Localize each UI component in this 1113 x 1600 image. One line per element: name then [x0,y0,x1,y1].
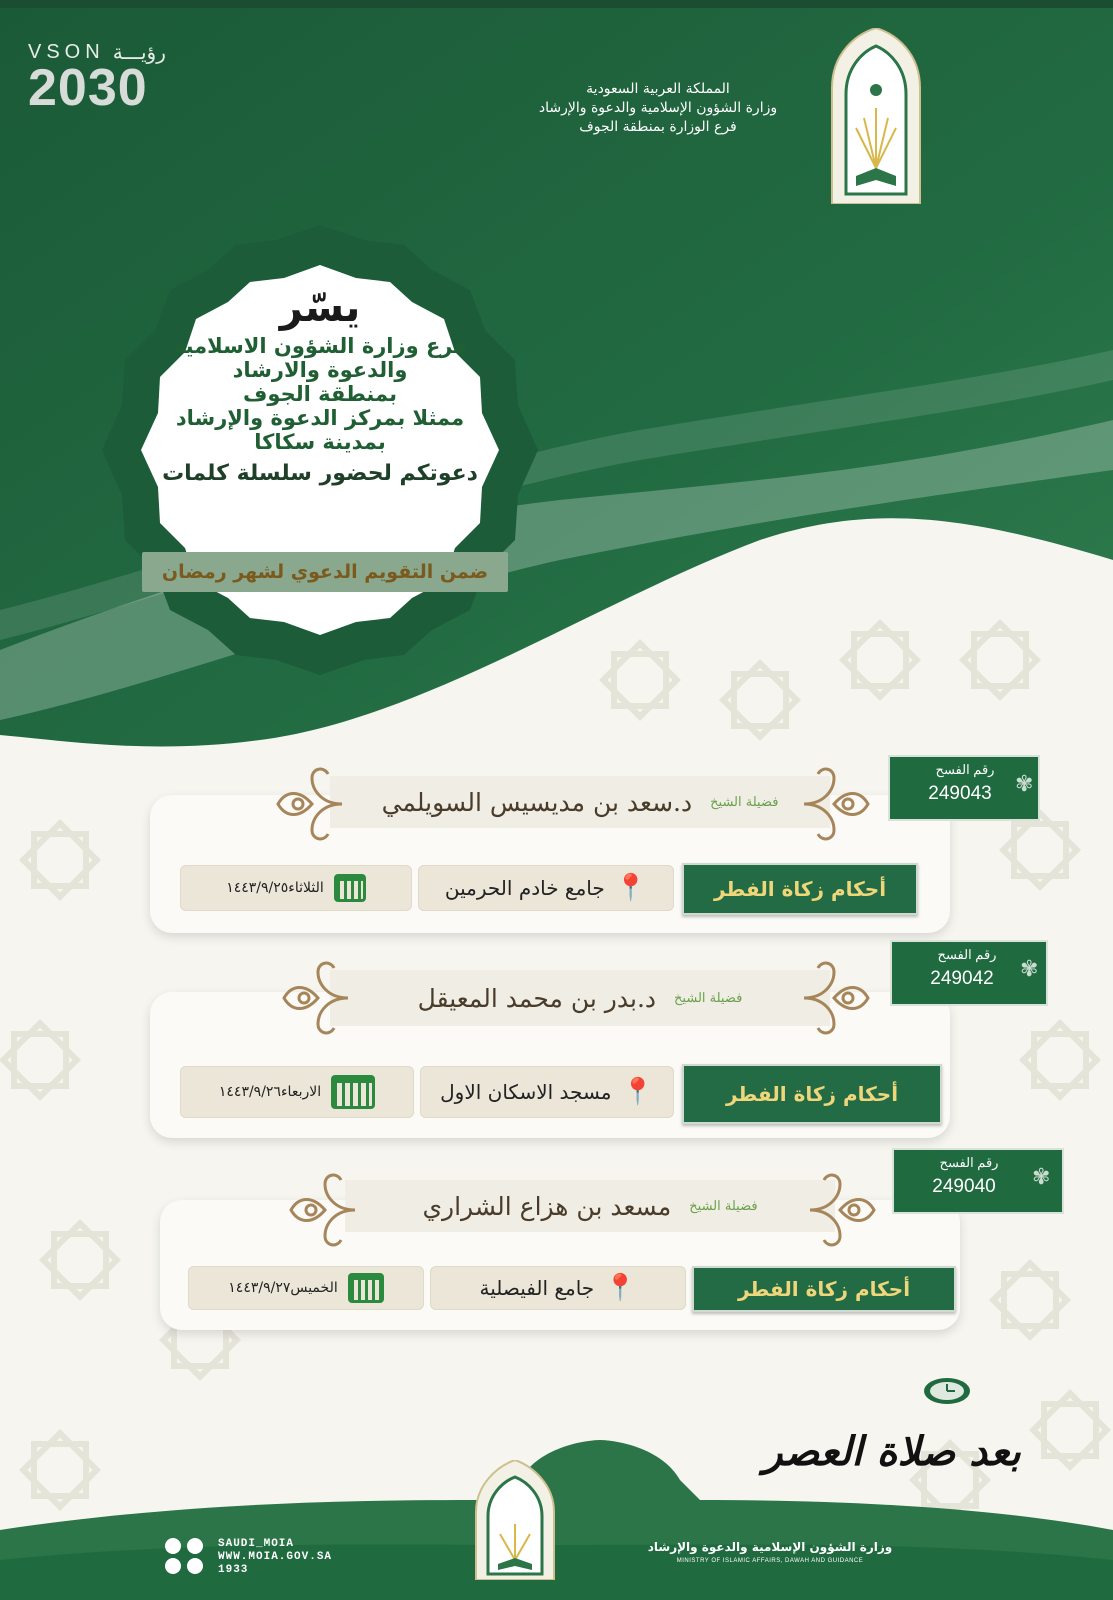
footer-ministry-ar: وزارة الشؤون الإسلامية والدعوة والإرشاد [647,1540,893,1554]
website-link[interactable]: WWW.MOIA.GOV.SA [218,1551,333,1563]
license-label: رقم الفسح [939,1155,999,1170]
honorific: فضيلة الشيخ [674,990,743,1006]
calendar-icon [348,1273,384,1303]
twitter-icon[interactable] [165,1538,181,1554]
sheikh-name: د.بدر بن محمد المعيقل [417,983,657,1013]
date-text: الخميس١٤٤٣/٩/٢٧ [228,1280,338,1296]
ornament-right-icon [800,760,874,848]
ministry-header-text [508,80,808,137]
map-pin-icon: 📍 [614,873,648,903]
footer-ministry-en: MINISTRY OF ISLAMIC AFFAIRS, DAWAH AND GUIDANCE [676,1558,864,1564]
instagram-icon[interactable] [187,1538,203,1554]
ornament-left-icon [272,760,346,848]
youtube-icon[interactable] [165,1558,181,1574]
map-pin-icon: 📍 [621,1077,654,1107]
invite-line-6: بمدينة سكاكا [254,430,386,454]
footer-contact [218,1538,378,1577]
invite-line-2: فرع وزارة الشؤون الاسلاميه [172,334,468,358]
country-name: المملكة العربية السعودية [586,81,730,97]
footer-logo [470,1460,560,1580]
calendar-icon [331,1075,375,1109]
license-box [890,940,1048,1006]
license-ornament-icon: ✾ [1032,1164,1051,1189]
location-name: جامع خادم الحرمين [444,876,605,900]
vision-label-ar: رؤيـــة [112,40,166,64]
prayer-time-text: بعد صلاة العصر [763,1428,1021,1475]
date-text: الاربعاء١٤٤٣/٩/٢٦ [218,1084,322,1100]
ornament-left-icon [278,954,352,1042]
license-ornament-icon: ✾ [1020,956,1039,981]
vision-label: VSON [28,40,105,63]
license-box [888,755,1040,821]
license-ornament-icon: ✾ [1015,771,1034,796]
license-number: 249043 [928,783,992,804]
ramadan-banner: ضمن التقويم الدعوي لشهر رمضان [142,552,508,592]
ornament-left-icon [285,1166,359,1254]
topic-badge: أحكام زكاة الفطر [682,1064,942,1124]
ornament-right-icon [800,954,874,1042]
sheikh-name-bar [330,970,830,1026]
ornament-right-icon [806,1166,880,1254]
footer-ministry [630,1540,910,1564]
phone-icon[interactable] [187,1558,203,1574]
location-name: مسجد الاسكان الاول [440,1080,612,1104]
invite-line-3: والدعوة والارشاد [232,358,408,382]
date-pill [180,865,412,911]
ministry-logo [826,28,926,204]
invite-line-5: ممثلا بمركز الدعوة والإرشاد [175,406,465,430]
vision-number: 2030 [28,59,148,117]
sheikh-name-bar [345,1180,835,1232]
sheikh-name: د.سعد بن مديسيس السويلمي [381,787,693,817]
invite-line-7: دعوتكم لحضور سلسلة كلمات [162,461,478,486]
location-pill [420,1066,674,1118]
vision-2030-logo [28,40,228,120]
date-text: الثلاثاء١٤٤٣/٩/٢٥ [226,880,324,896]
honorific: فضيلة الشيخ [689,1198,758,1214]
social-icons [165,1538,209,1578]
location-pill [418,865,674,911]
ministry-name: وزارة الشؤون الإسلامية والدعوة والإرشاد [538,100,778,116]
location-name: جامع الفيصلية [479,1276,595,1300]
map-pin-icon: 📍 [604,1273,637,1303]
social-handle[interactable]: SAUDI_MOIA [218,1538,295,1550]
invite-line-4: بمنطقة الجوف [243,382,397,406]
topic-badge: أحكام زكاة الفطر [692,1266,956,1312]
sheikh-name-bar [330,776,830,828]
license-number: 249042 [930,968,994,989]
license-label: رقم الفسح [935,762,995,777]
location-pill [430,1266,686,1310]
license-label: رقم الفسح [937,947,997,962]
invite-line-1: يسّر [279,285,361,331]
license-number: 249040 [932,1176,996,1197]
sheikh-name: مسعد بن هزاع الشراري [422,1191,672,1221]
branch-name: فرع الوزارة بمنطقة الجوف [579,119,737,135]
license-box [892,1148,1064,1214]
date-pill [188,1266,424,1310]
clock-icon [922,1376,972,1406]
topic-badge: أحكام زكاة الفطر [682,863,918,915]
invitation-text [150,282,490,494]
date-pill [180,1066,414,1118]
phone-number: 1933 [218,1564,249,1576]
honorific: فضيلة الشيخ [710,794,779,810]
calendar-icon [334,874,366,902]
